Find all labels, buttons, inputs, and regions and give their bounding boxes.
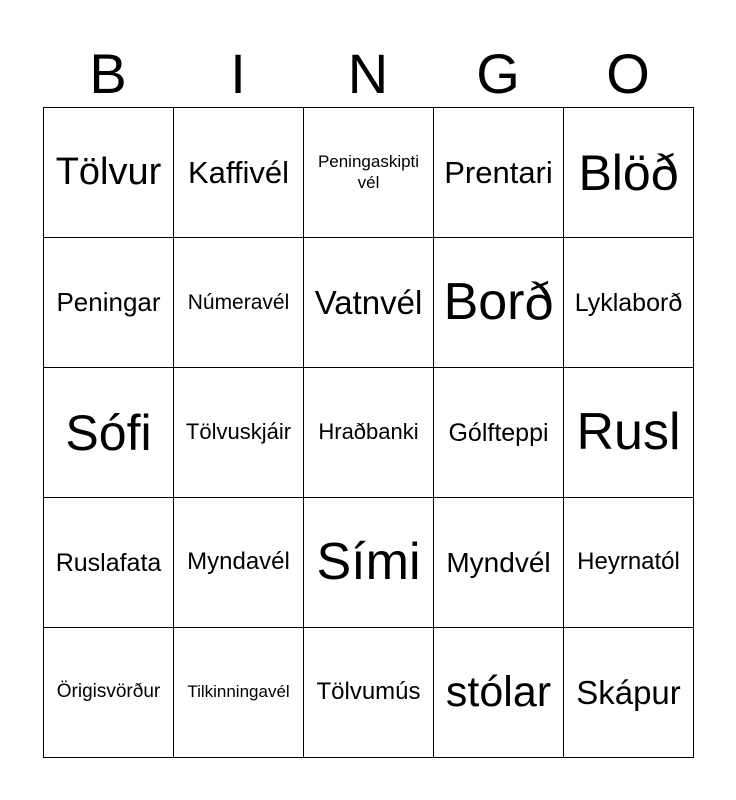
bingo-cell[interactable] <box>174 368 304 498</box>
cell-label: Tölvuskjáir <box>185 419 292 445</box>
bingo-cell[interactable] <box>434 238 564 368</box>
bingo-cell[interactable] <box>564 238 694 368</box>
cell-label: Sími <box>316 533 421 592</box>
bingo-card <box>43 107 694 758</box>
bingo-cell[interactable] <box>44 238 174 368</box>
bingo-cell[interactable] <box>304 238 434 368</box>
cell-label: Sófi <box>65 404 152 461</box>
cell-label: Heyrnatól <box>577 548 680 576</box>
bingo-cell[interactable] <box>564 368 694 498</box>
header-letter-n: N <box>347 42 389 105</box>
header-letter-i: I <box>230 42 246 105</box>
bingo-cell[interactable] <box>44 628 174 758</box>
cell-label: Vatnvél <box>314 283 423 321</box>
bingo-cell[interactable] <box>44 498 174 628</box>
cell-label: Prentari <box>444 154 553 190</box>
cell-label: Gólfteppi <box>448 418 549 447</box>
bingo-cell[interactable] <box>304 628 434 758</box>
cell-label: Tilkinningavél <box>187 682 290 702</box>
cell-label: Rusl <box>576 403 681 462</box>
bingo-cell[interactable] <box>44 368 174 498</box>
bingo-cell[interactable] <box>434 108 564 238</box>
cell-label: Myndvél <box>446 546 551 578</box>
cell-label: Ruslafata <box>55 548 162 577</box>
bingo-cell[interactable] <box>434 368 564 498</box>
cell-label: Skápur <box>576 673 681 711</box>
bingo-cell[interactable] <box>304 498 434 628</box>
cell-label: Hraðbanki <box>318 419 419 445</box>
bingo-cell[interactable] <box>434 628 564 758</box>
bingo-cell[interactable] <box>174 628 304 758</box>
bingo-header <box>43 40 693 108</box>
cell-label: Tölvumús <box>316 678 421 706</box>
header-letter-b: B <box>89 42 127 105</box>
bingo-cell[interactable] <box>564 498 694 628</box>
cell-label: Peningar <box>56 286 161 317</box>
header-letter-o: O <box>606 42 650 105</box>
cell-label: Kaffivél <box>187 154 290 190</box>
cell-label: Tölvur <box>55 150 162 193</box>
cell-label: Lyklaborð <box>574 288 683 317</box>
bingo-cell[interactable] <box>174 108 304 238</box>
bingo-cell[interactable] <box>44 108 174 238</box>
bingo-cell[interactable] <box>174 498 304 628</box>
bingo-cell[interactable] <box>564 108 694 238</box>
bingo-cell[interactable] <box>304 108 434 238</box>
cell-label: Blöð <box>578 144 679 201</box>
bingo-cell[interactable] <box>304 368 434 498</box>
cell-label: Örigisvörður <box>56 681 161 703</box>
cell-label: Númeravél <box>187 290 290 314</box>
cell-label: Myndavél <box>187 548 290 576</box>
cell-label: stólar <box>445 667 552 716</box>
cell-label: Peningaskipti vél <box>317 152 420 192</box>
header-letter-g: G <box>476 42 520 105</box>
bingo-cell[interactable] <box>564 628 694 758</box>
cell-label: Borð <box>443 273 554 332</box>
bingo-cell[interactable] <box>174 238 304 368</box>
bingo-cell[interactable] <box>434 498 564 628</box>
